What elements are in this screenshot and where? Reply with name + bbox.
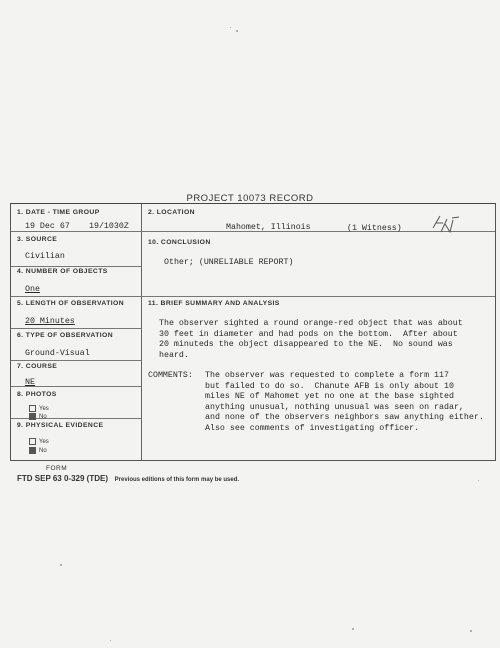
- photos-no-label: No: [39, 414, 47, 421]
- conclusion-value: Other; (UNRELIABLE REPORT): [164, 258, 294, 267]
- comments-text: The observer was requested to complete a form 117 but failed to do so. Chanute AFB is only about 10 miles NE of Mahomet yet no one at the base sighted anything unusual, nothing unusual was seen on radar, and none of the observers neighbors saw anything either. Also see comments of investigating officer.: [205, 371, 484, 433]
- row-divider: [11, 360, 141, 361]
- photos-label: 8. PHOTOS: [17, 391, 57, 398]
- row-divider: [11, 231, 141, 232]
- photos-no-checkbox: [29, 413, 36, 420]
- photos-yes-checkbox: [29, 405, 36, 412]
- date-time-group-label: 1. DATE - TIME GROUP: [17, 209, 100, 216]
- type-of-observation-value: Ground-Visual: [25, 349, 90, 358]
- evidence-yes-label: Yes: [39, 439, 49, 446]
- column-divider: [141, 204, 142, 460]
- scan-speck: [60, 564, 62, 566]
- physical-evidence-label: 9. PHYSICAL EVIDENCE: [17, 422, 104, 429]
- location-label: 2. LOCATION: [148, 209, 195, 216]
- handwritten-initials: [430, 214, 460, 236]
- conclusion-label: 10. CONCLUSION: [148, 239, 211, 246]
- record-title: PROJECT 10073 RECORD: [186, 193, 314, 204]
- source-value: Civilian: [25, 252, 65, 261]
- footer-form-id: [17, 474, 239, 483]
- photos-yes-option: [29, 405, 49, 412]
- record-form: [10, 203, 496, 461]
- scan-speck: [236, 30, 238, 32]
- comments-label: COMMENTS:: [148, 371, 193, 380]
- type-of-observation-label: 6. TYPE OF OBSERVATION: [17, 332, 114, 339]
- row-divider: [11, 266, 141, 267]
- scan-speck: [352, 628, 354, 630]
- course-value: NE: [25, 378, 35, 387]
- scan-speck: [110, 640, 111, 641]
- summary-text: The observer sighted a round orange-red object that was about 30 feet in diameter and had pods on the bottom. After about 20 minuteds the object disappeared to the NE. No sound was heard.: [159, 319, 463, 360]
- location-value: Mahomet, Illinois: [226, 223, 311, 232]
- scan-speck: [478, 480, 479, 481]
- evidence-no-label: No: [39, 448, 47, 455]
- photos-no-option: [29, 413, 47, 420]
- form-number: FTD SEP 63 0-329 (TDE): [17, 474, 108, 483]
- length-of-observation-label: 5. LENGTH OF OBSERVATION: [17, 300, 125, 307]
- evidence-yes-checkbox: [29, 438, 36, 445]
- evidence-yes-option: [29, 438, 49, 445]
- scan-speck: [470, 630, 472, 632]
- photos-yes-label: Yes: [39, 406, 49, 413]
- footer-form-label: FORM: [46, 465, 68, 472]
- summary-label: 11. BRIEF SUMMARY AND ANALYSIS: [148, 300, 280, 307]
- row-divider: [11, 328, 141, 329]
- evidence-no-option: [29, 447, 47, 454]
- length-of-observation-value: 20 Minutes: [25, 317, 75, 326]
- course-label: 7. COURSE: [17, 363, 58, 370]
- time-value: 19/1030Z: [89, 222, 129, 231]
- row-divider: [11, 296, 141, 297]
- evidence-no-checkbox: [29, 447, 36, 454]
- scan-speck: [230, 27, 231, 28]
- witness-count: (1 Witness): [347, 224, 402, 233]
- previous-editions-note: Previous editions of this form may be used.: [114, 477, 240, 483]
- row-divider: [141, 296, 495, 297]
- number-of-objects-value: One: [25, 285, 40, 294]
- source-label: 3. SOURCE: [17, 236, 58, 243]
- date-value: 19 Dec 67: [25, 222, 70, 231]
- number-of-objects-label: 4. NUMBER OF OBJECTS: [17, 268, 108, 275]
